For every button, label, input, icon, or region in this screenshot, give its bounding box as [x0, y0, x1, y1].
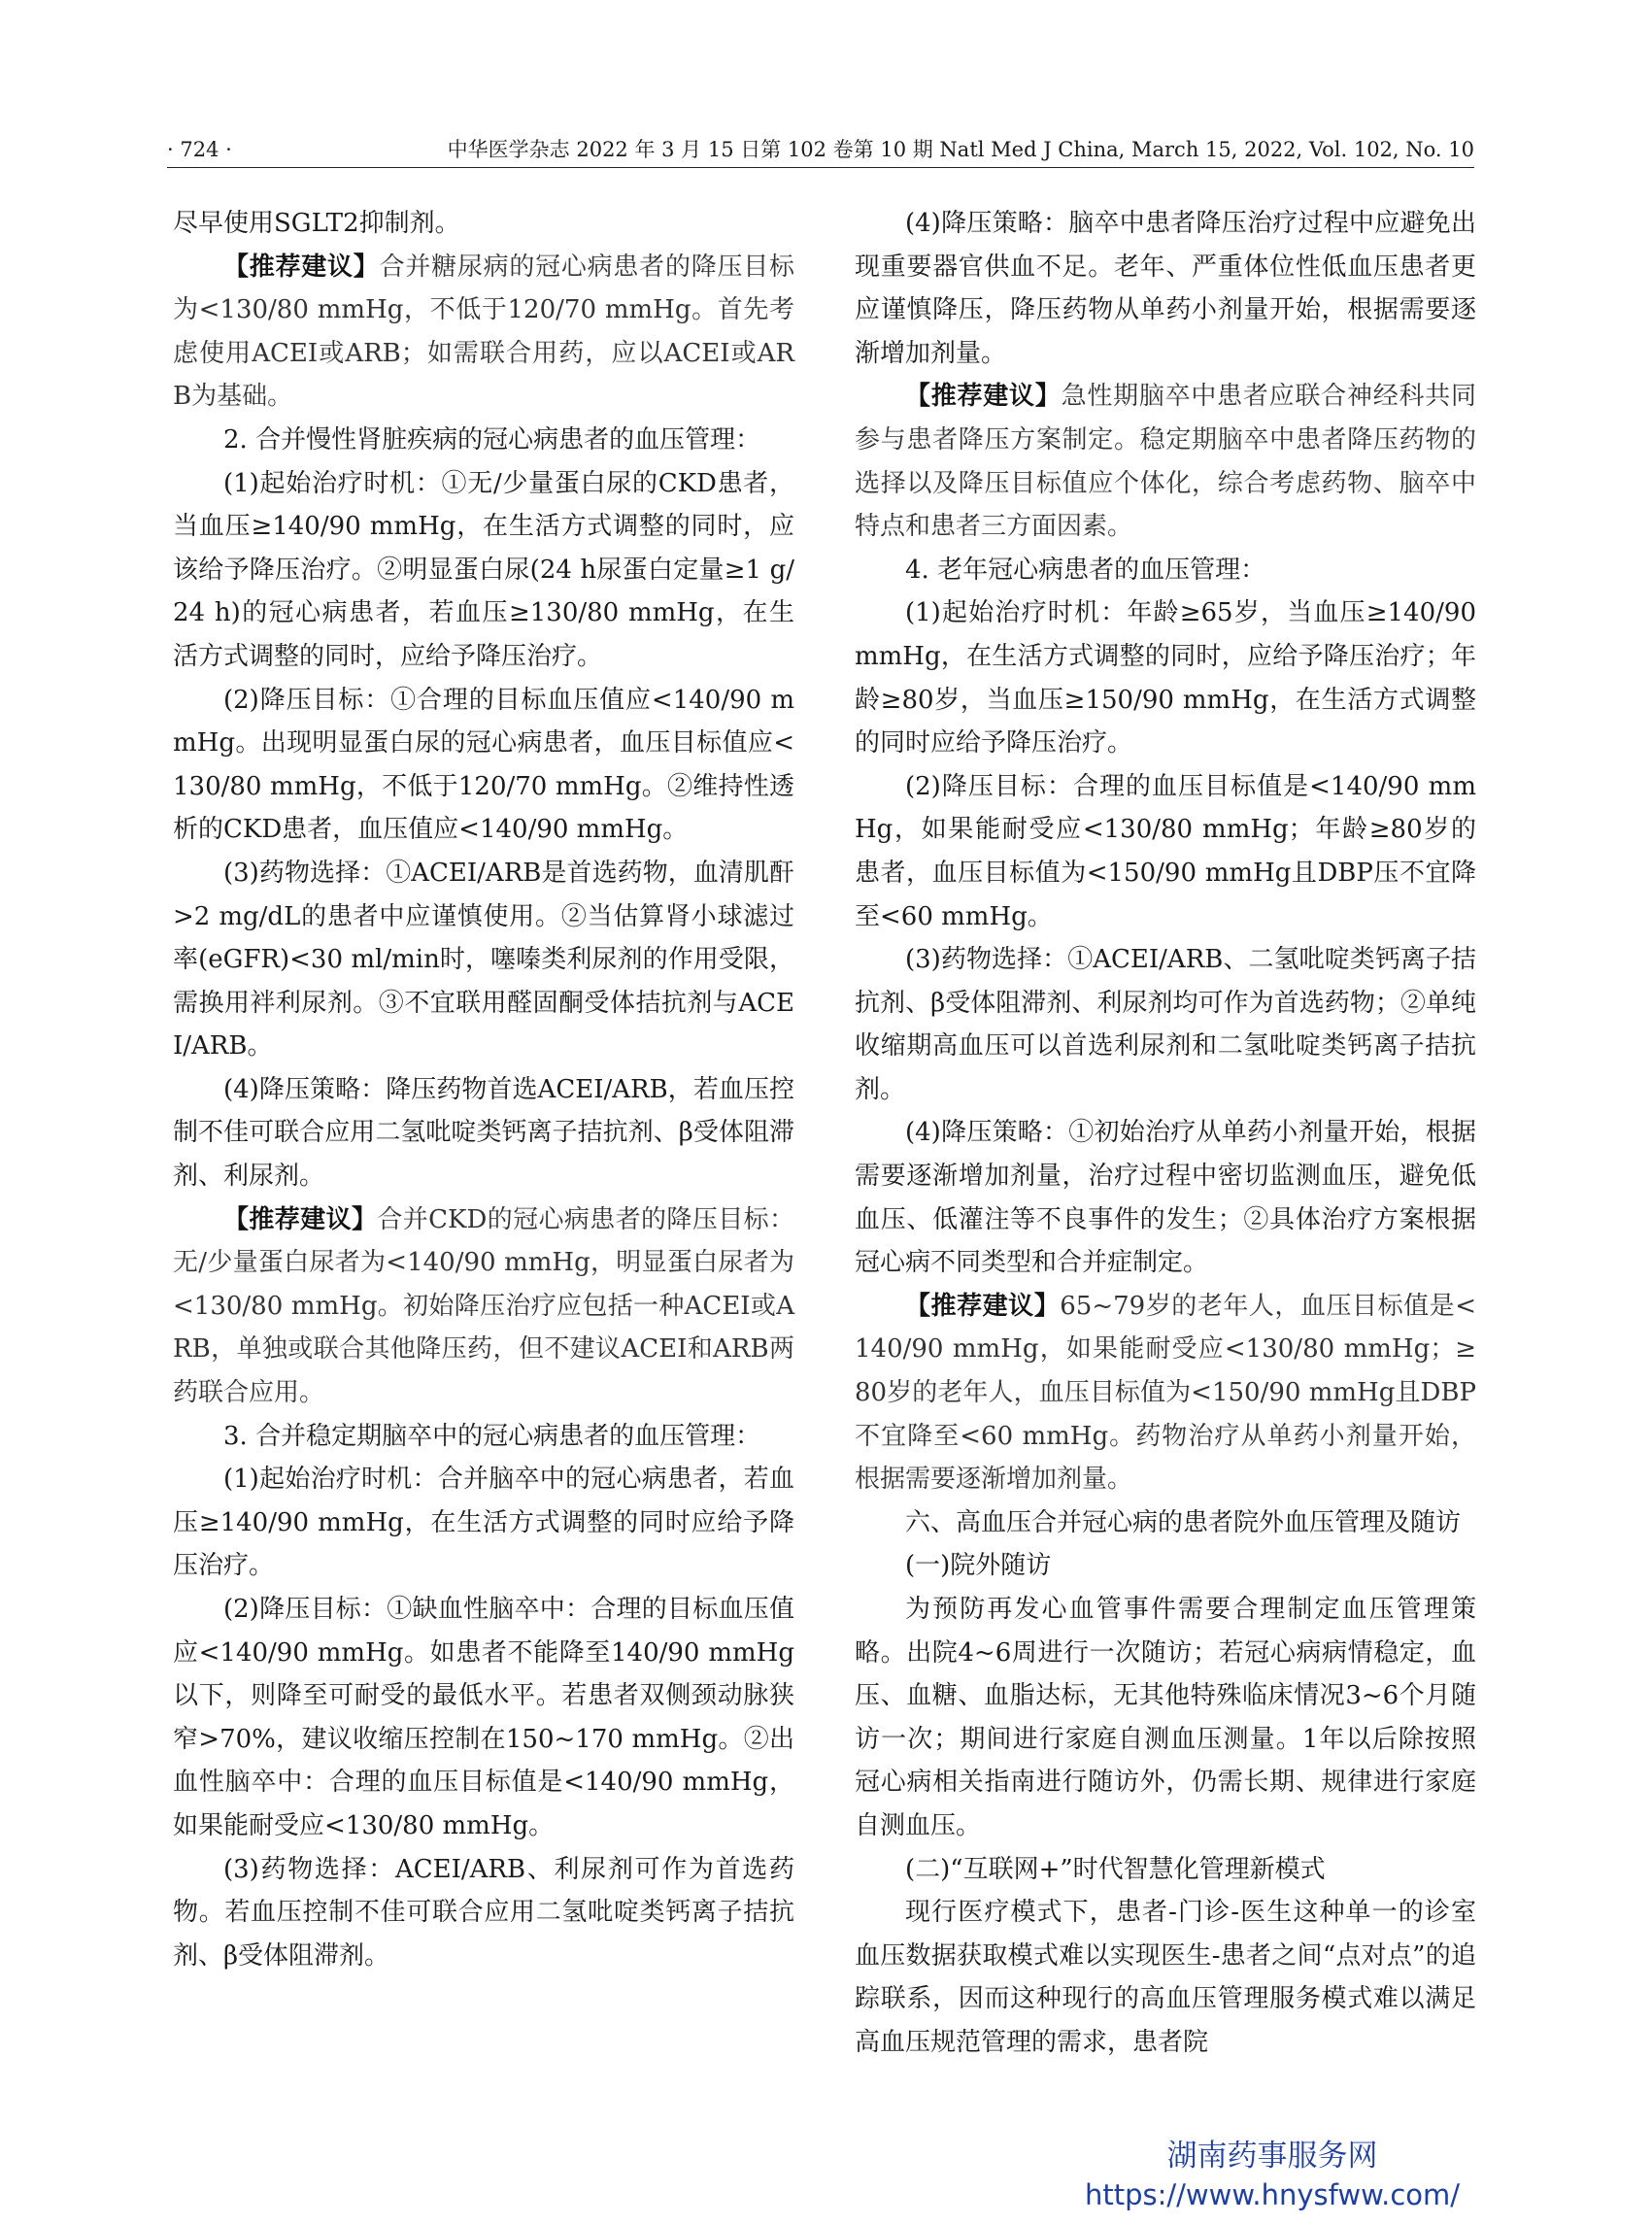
recommendation-paragraph: [855, 1285, 1476, 1501]
body-paragraph: 4. 老年冠心病患者的血压管理：: [905, 555, 1266, 585]
body-paragraph: (3)药物选择：ACEI/ARB、利尿剂可作为首选药物。若血压控制不佳可联合应用二氢吡啶类钙离子拮抗剂、β受体阻滞剂。: [173, 1854, 794, 1971]
recommendation-text: 急性期脑卒中患者应联合神经科共同参与患者降压方案制定。稳定期脑卒中患者降压药物的选择以及降压目标值应个体化，综合考虑药物、脑卒中特点和患者三方面因素。: [855, 382, 1476, 542]
recommendation-label: 【推荐建议】: [905, 382, 1062, 412]
body-paragraph: (二)“互联网+”时代智慧化管理新模式: [905, 1854, 1326, 1884]
body-paragraph: 2. 合并慢性肾脏疾病的冠心病患者的血压管理：: [223, 424, 761, 455]
recommendation-text: 65~79岁的老年人，血压目标值是<140/90 mmHg，如果能耐受应<130/80 mmHg；≥80岁的老年人，血压目标值为<150/90 mmHg且DBP不宜降至<60 mmHg。药物治疗从单药小剂量开始，根据需要逐渐增加剂量。: [855, 1291, 1476, 1495]
body-paragraph: (2)降压目标：①缺血性脑卒中：合理的目标血压值应<140/90 mmHg。如患者不能降至140/90 mmHg以下，则降至可耐受的最低水平。若患者双侧颈动脉狭窄>70%，建议收缩压控制在150~170 mmHg。②出血性脑卒中：合理的血压目标值是<140/90 mmHg，如果能耐受应<130/80 mmHg。: [173, 1595, 794, 1840]
body-paragraph: (3)药物选择：①ACEI/ARB、二氢吡啶类钙离子拮抗剂、β受体阻滞剂、利尿剂均可作为首选药物；②单纯收缩期高血压可以首选利尿剂和二氢吡啶类钙离子拮抗剂。: [855, 945, 1476, 1104]
recommendation-text: 合并糖尿病的冠心病患者的降压目标为<130/80 mmHg，不低于120/70 mmHg。首先考虑使用ACEI或ARB；如需联合用药，应以ACEI或ARB为基础。: [173, 252, 794, 412]
body-paragraph: 3. 合并稳定期脑卒中的冠心病患者的血压管理：: [223, 1421, 761, 1451]
watermark-site-name: 湖南药事服务网: [1166, 2139, 1378, 2174]
body-paragraph: 六、高血压合并冠心病的患者院外血压管理及随访: [905, 1507, 1462, 1537]
recommendation-paragraph: [173, 1198, 794, 1415]
body-paragraph: (2)降压目标：①合理的目标血压值应<140/90 mmHg。出现明显蛋白尿的冠心病患者，血压目标值应<130/80 mmHg，不低于120/70 mmHg。②维持性透析的CKD患者，血压值应<140/90 mmHg。: [173, 685, 794, 845]
recommendation-paragraph: [855, 375, 1476, 548]
body-paragraph: (4)降压策略：①初始治疗从单药小剂量开始，根据需要逐渐增加剂量，治疗过程中密切监测血压，避免低血压、低灌注等不良事件的发生；②具体治疗方案根据冠心病不同类型和合并症制定。: [855, 1118, 1476, 1278]
body-paragraph: (1)起始治疗时机：年龄≥65岁，当血压≥140/90 mmHg，在生活方式调整的同时，应给予降压治疗；年龄≥80岁，当血压≥150/90 mmHg，在生活方式调整的同时应给予降压治疗。: [855, 598, 1476, 759]
site-watermark: [1068, 2137, 1476, 2214]
body-paragraph: 尽早使用SGLT2抑制剂。: [173, 209, 460, 238]
body-paragraph: (4)降压策略：降压药物首选ACEI/ARB，若血压控制不佳可联合应用二氢吡啶类钙离子拮抗剂、β受体阻滞剂、利尿剂。: [173, 1074, 794, 1192]
page-number: · 724 ·: [167, 138, 232, 161]
right-column: [855, 202, 1476, 2065]
watermark-url: https://www.hnysfww.com/: [1084, 2178, 1461, 2211]
recommendation-text: 合并CKD的冠心病患者的降压目标：无/少量蛋白尿者为<140/90 mmHg，明显蛋白尿者为<130/80 mmHg。初始降压治疗应包括一种ACEI或ARB，单独或联合其他降压药，但不建议ACEI和ARB两药联合应用。: [173, 1204, 794, 1408]
body-paragraph: (1)起始治疗时机：合并脑卒中的冠心病患者，若血压≥140/90 mmHg，在生活方式调整的同时应给予降压治疗。: [173, 1465, 794, 1581]
body-paragraph: 现行医疗模式下，患者-门诊-医生这种单一的诊室血压数据获取模式难以实现医生-患者之间“点对点”的追踪联系，因而这种现行的高血压管理服务模式难以满足高血压规范管理的需求，患者院: [855, 1898, 1476, 2057]
left-column: [173, 202, 794, 1977]
journal-citation: 中华医学杂志 2022 年 3 月 15 日第 102 卷第 10 期 Natl Med J China, March 15, 2022, Vol. 102, No. 10: [447, 138, 1474, 161]
recommendation-label: 【推荐建议】: [223, 1204, 378, 1234]
body-paragraph: (3)药物选择：①ACEI/ARB是首选药物，血清肌酐>2 mg/dL的患者中应谨慎使用。②当估算肾小球滤过率(eGFR)<30 ml/min时，噻嗪类利尿剂的作用受限，需换用袢利尿剂。③不宜联用醛固酮受体拮抗剂与ACEI/ARB。: [173, 858, 794, 1062]
body-paragraph: 为预防再发心血管事件需要合理制定血压管理策略。出院4~6周进行一次随访；若冠心病病情稳定，血压、血糖、血脂达标，无其他特殊临床情况3~6个月随访一次；期间进行家庭自测血压测量。1年以后除按照冠心病相关指南进行随访外，仍需长期、规律进行家庭自测血压。: [855, 1595, 1476, 1840]
body-paragraph: (2)降压目标：合理的血压目标值是<140/90 mmHg，如果能耐受应<130/80 mmHg；年龄≥80岁的患者，血压目标值为<150/90 mmHg且DBP压不宜降至<60 mmHg。: [855, 771, 1476, 931]
running-header: [167, 132, 1474, 168]
recommendation-paragraph: [173, 246, 794, 419]
body-paragraph: (4)降压策略：脑卒中患者降压治疗过程中应避免出现重要器官供血不足。老年、严重体位性低血压患者更应谨慎降压，降压药物从单药小剂量开始，根据需要逐渐增加剂量。: [855, 209, 1476, 368]
body-paragraph: (1)起始治疗时机：①无/少量蛋白尿的CKD患者，当血压≥140/90 mmHg，在生活方式调整的同时，应该给予降压治疗。②明显蛋白尿(24 h尿蛋白定量≥1 g/24 h)的冠心病患者，若血压≥130/80 mmHg，在生活方式调整的同时，应给予降压治疗。: [173, 468, 794, 671]
body-paragraph: (一)院外随访: [905, 1551, 1052, 1581]
recommendation-label: 【推荐建议】: [223, 252, 380, 282]
recommendation-label: 【推荐建议】: [905, 1291, 1061, 1321]
